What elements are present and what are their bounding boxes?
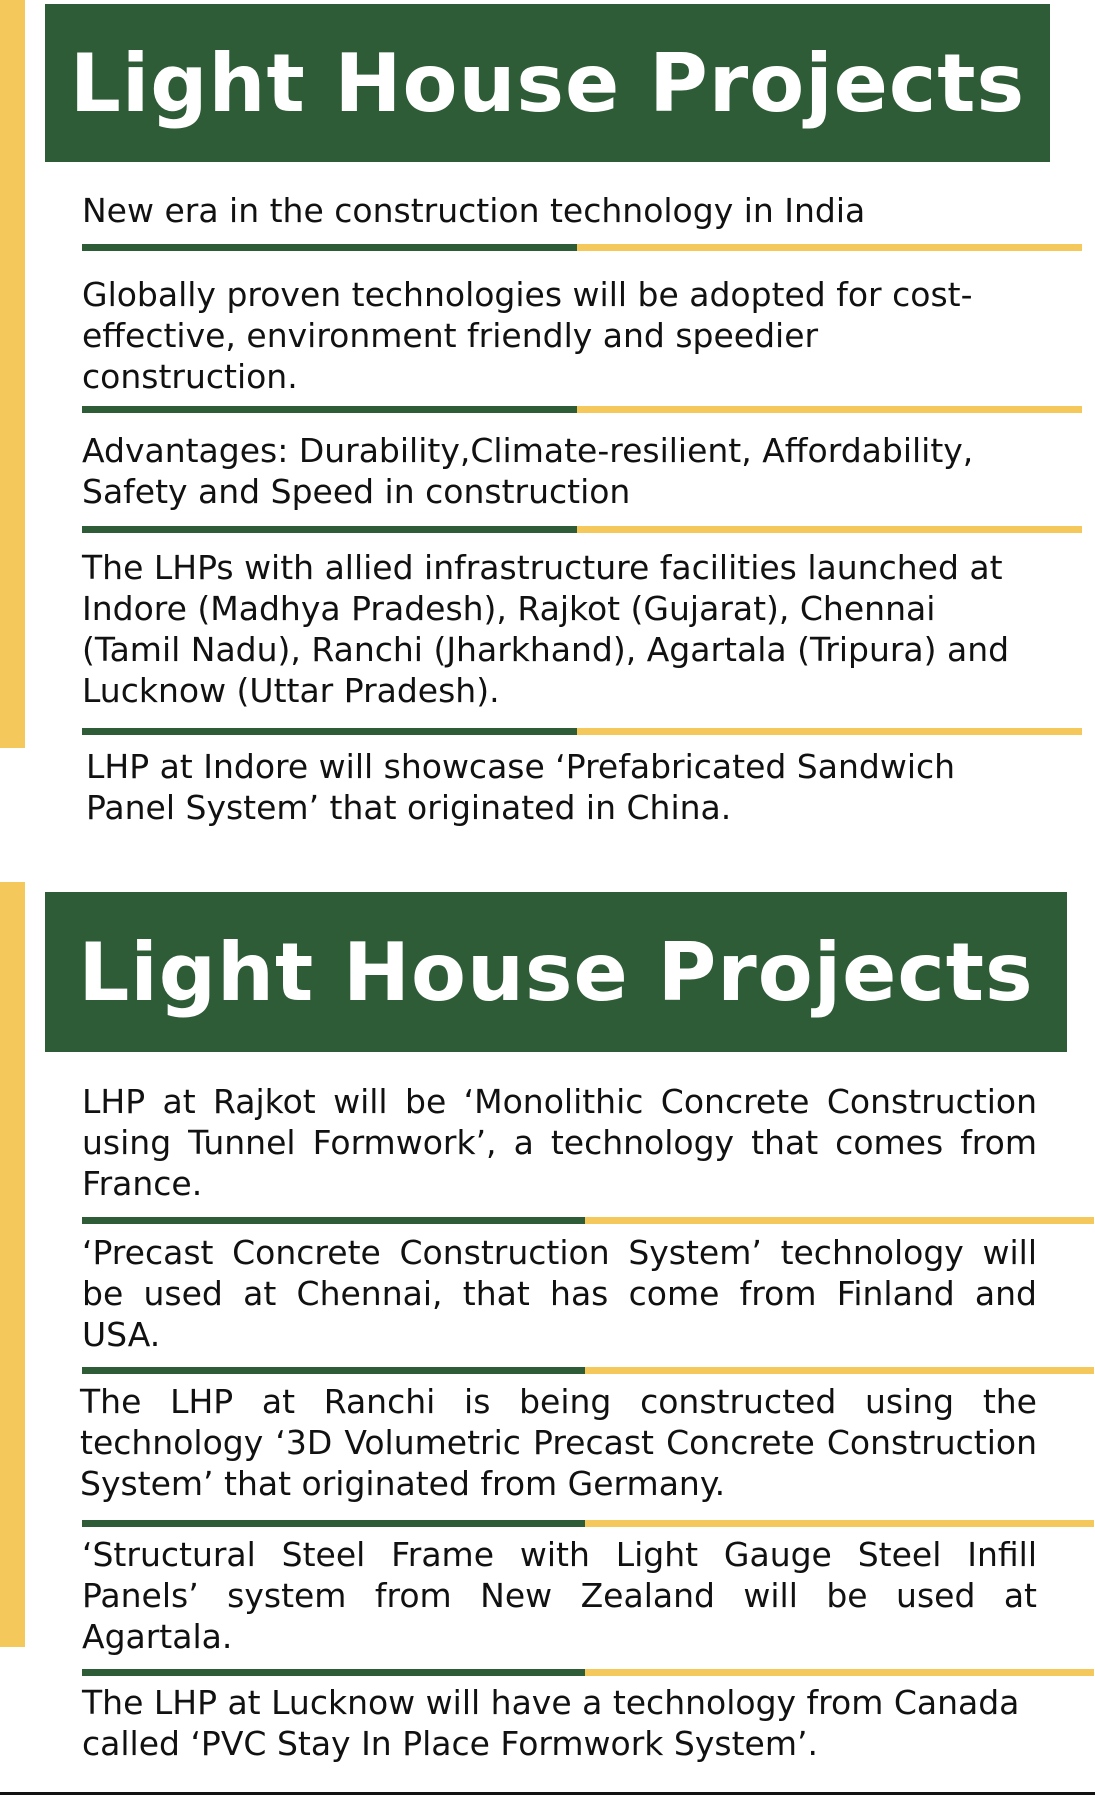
section-divider	[82, 1217, 1094, 1224]
section-divider	[82, 526, 1082, 533]
section-divider	[82, 1520, 1094, 1527]
panel-title: Light House Projects	[45, 4, 1050, 162]
section-divider	[82, 728, 1082, 735]
point-agartala: ‘Structural Steel Frame with Light Gauge Steel Infill Panels’ system from New Zealand will be used at Agartala.	[82, 1535, 1037, 1656]
section-divider	[82, 1367, 1094, 1374]
left-accent-bar	[0, 0, 25, 748]
section-divider	[82, 1669, 1094, 1676]
bottom-border	[0, 1792, 1095, 1795]
point-new-era: New era in the construction technology in India	[82, 191, 866, 230]
point-advantages: Advantages: Durability,Climate-resilient, Affordability, Safety and Speed in construction	[82, 431, 974, 511]
left-accent-bar	[0, 882, 25, 1647]
lhp-panel-2	[0, 882, 1095, 1797]
panel-title: Light House Projects	[45, 892, 1067, 1052]
point-indore: LHP at Indore will showcase ‘Prefabricated Sandwich Panel System’ that originated in China.	[86, 747, 956, 827]
point-rajkot: LHP at Rajkot will be ‘Monolithic Concrete Construction using Tunnel Formwork’, a technology that comes from France.	[82, 1082, 1037, 1203]
point-chennai: ‘Precast Concrete Construction System’ technology will be used at Chennai, that has come from Finland and USA.	[82, 1233, 1037, 1354]
point-lhp-locations: The LHPs with allied infrastructure facilities launched at Indore (Madhya Pradesh), Rajkot (Gujarat), Chennai (Tamil Nadu), Ranchi (Jharkhand), Agartala (Tripura) and Lucknow (Uttar Pradesh).	[82, 548, 1010, 710]
point-global-technologies: Globally proven technologies will be adopted for cost-effective, environment friendly and speedier construction.	[82, 275, 973, 396]
section-divider	[82, 244, 1082, 251]
section-divider	[82, 406, 1082, 413]
point-lucknow: The LHP at Lucknow will have a technology from Canada called ‘PVC Stay In Place Formwork System’.	[82, 1683, 1020, 1763]
point-ranchi: The LHP at Ranchi is being constructed using the technology ‘3D Volumetric Precast Concrete Construction System’ that originated from Germany.	[80, 1382, 1037, 1503]
lhp-panel-1	[0, 0, 1095, 840]
